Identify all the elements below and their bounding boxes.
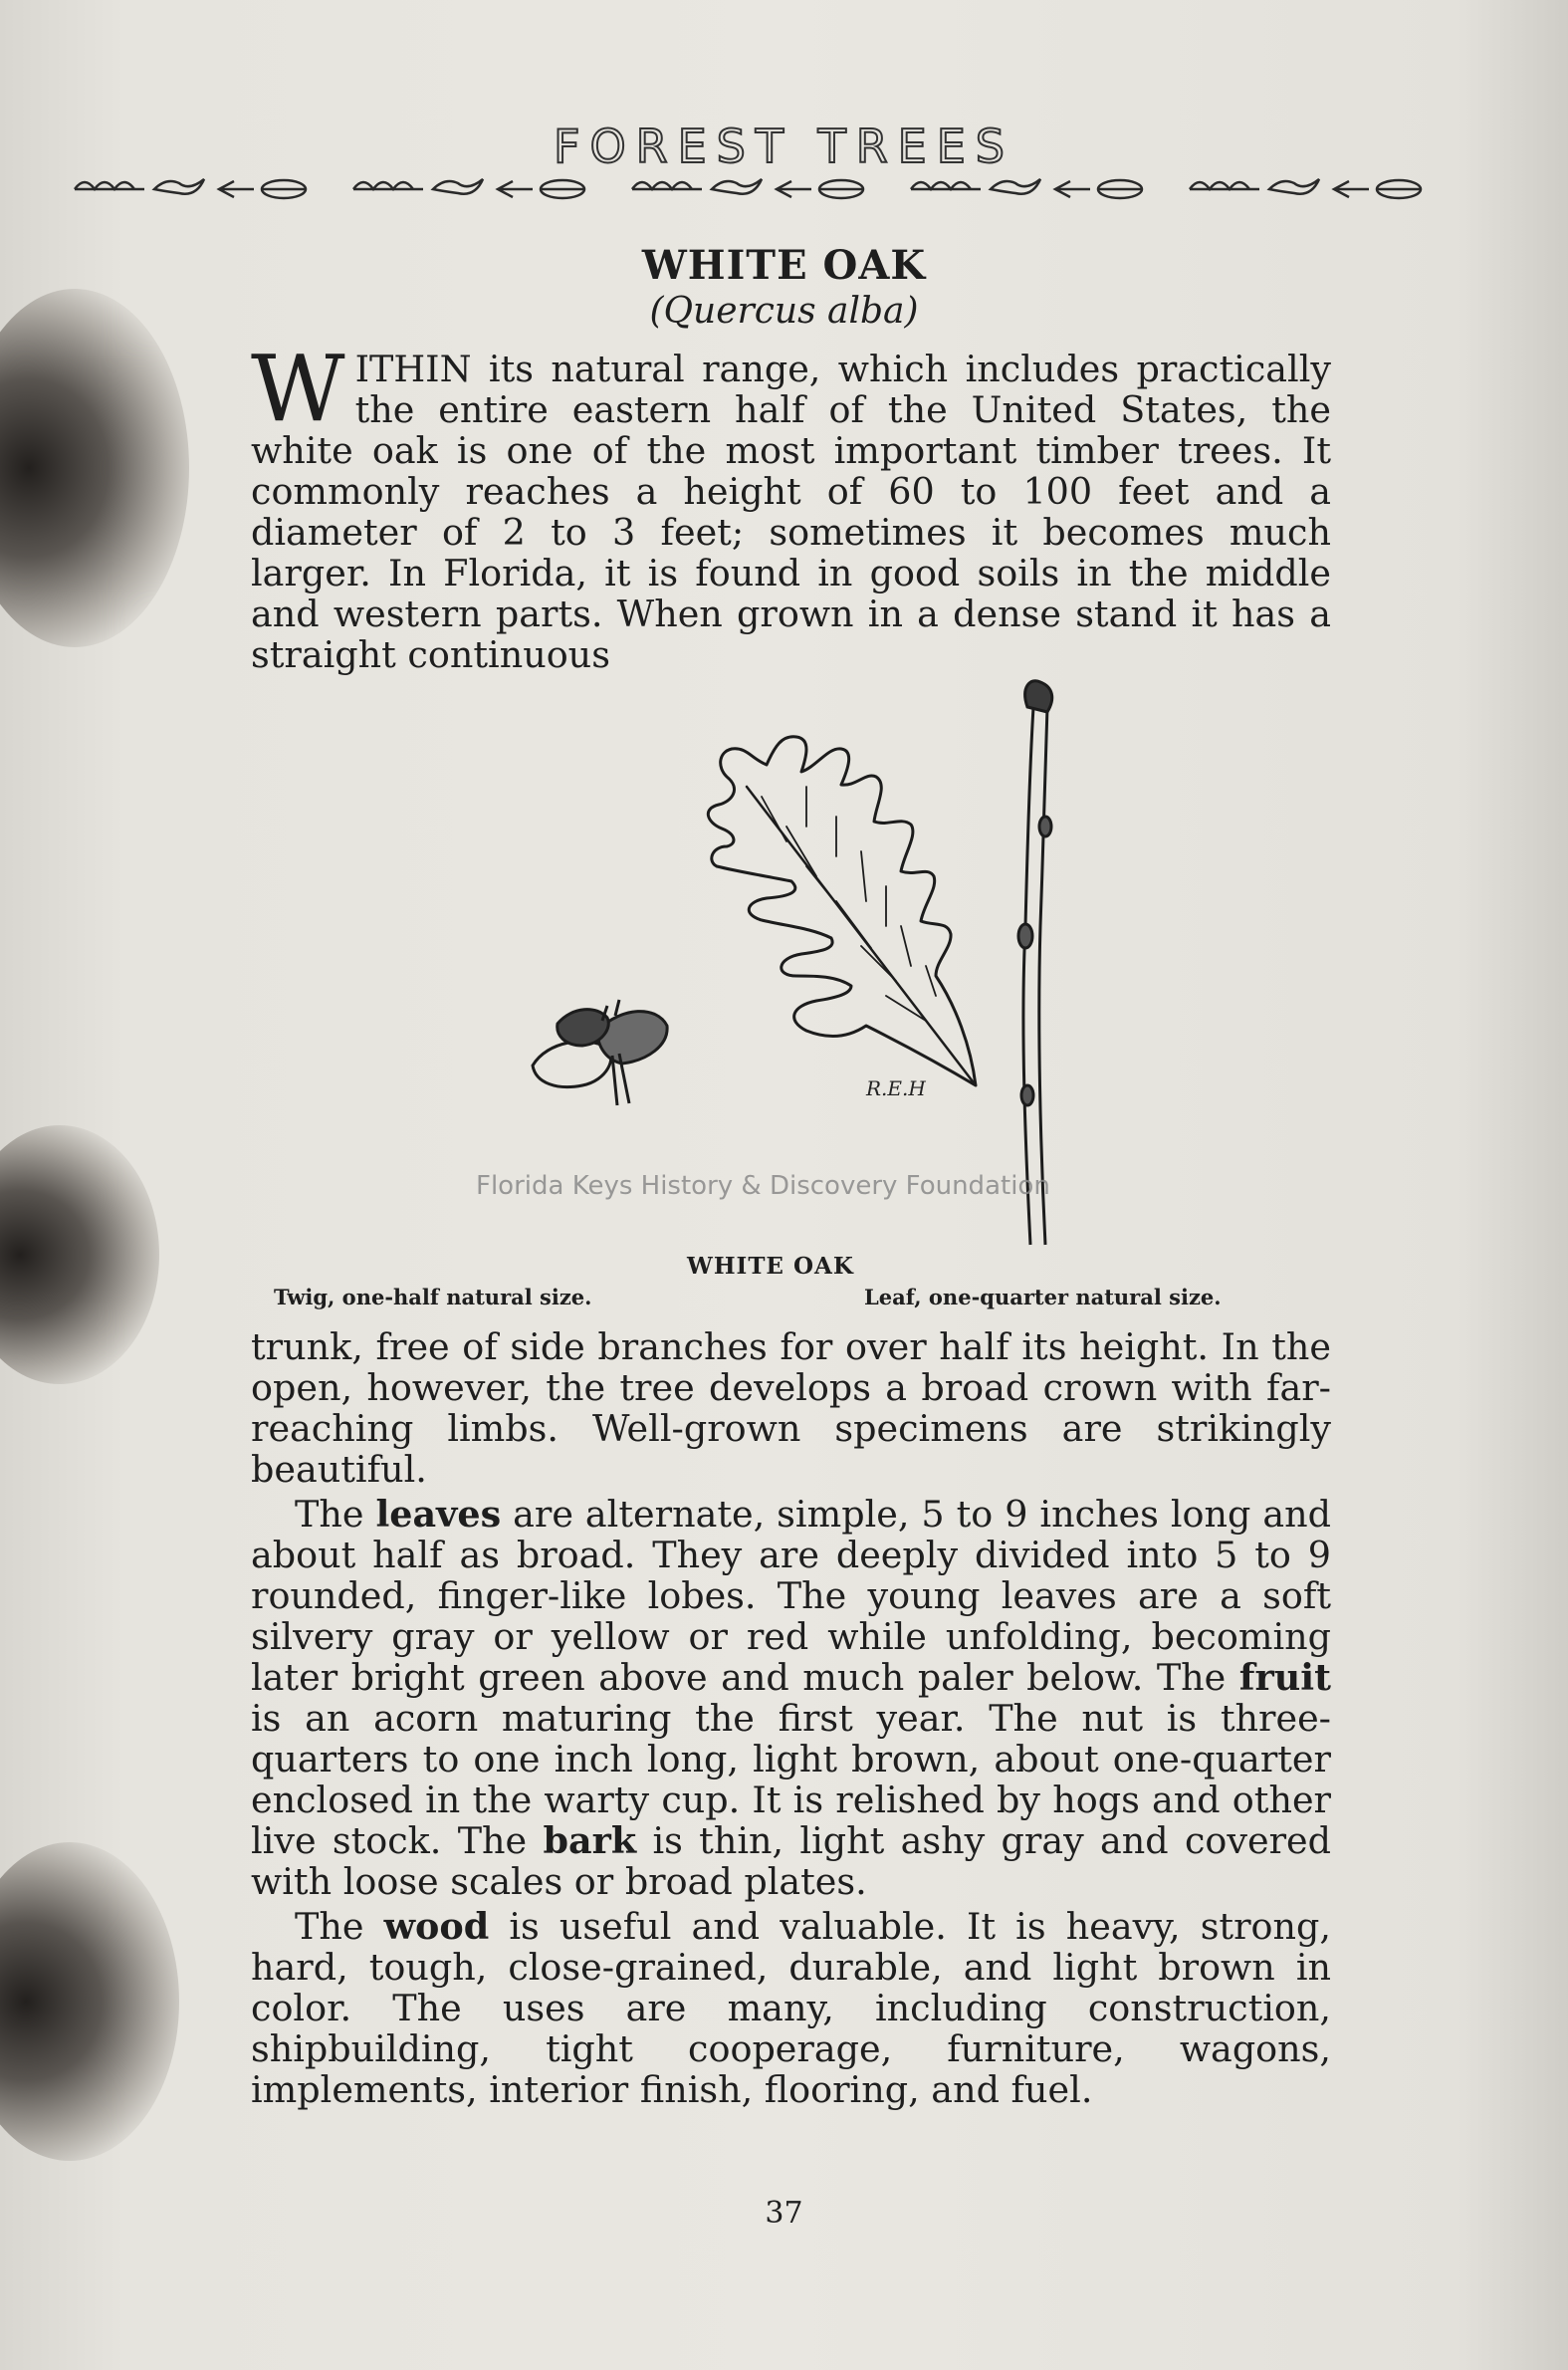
artist-initials: R.E.H [866,1076,926,1100]
acorn-icon [533,1000,667,1105]
page-number: 37 [765,2196,803,2231]
intro-paragraph [251,336,1331,676]
figure-title: WHITE OAK [687,1253,854,1280]
white-oak-illustration [458,677,1115,1255]
ornament-border [70,171,1543,207]
leaf-icon [708,737,976,1085]
intro-text: ITHIN its natural range, which includes practically the entire eastern half of the United States, the white oak is one of the most important timber trees. It commonly reaches a height of 60 to 100 feet and a diameter of 2 to 3 feet; sometimes it becomes much larger. In Florida, it is found in good soils in the middle and western parts. When grown in a dense stand it has a straight continuous [251,348,1331,676]
caption-leaf: Leaf, one-quarter natural size. [864,1285,1222,1309]
term-fruit: fruit [1238,1656,1331,1699]
drop-cap: W [251,336,345,442]
term-wood: wood [383,1905,490,1948]
term-bark: bark [543,1819,637,1862]
wood-paragraph: The wood is useful and valuable. It is heavy, strong, hard, tough, close-grained, durable, and light brown in color. The uses are many, including construction, shipbuilding, tight cooperage, furniture, wagons, implements, interior finish, flooring, and fuel. [251,1905,1331,2111]
running-head: FOREST TREES [553,119,1014,173]
latin-name: (Quercus alba) [649,291,919,332]
watermark: Florida Keys History & Discovery Foundation [476,1171,1050,1201]
intro-continuation: trunk, free of side branches for over half its height. In the open, however, the tree develops a broad crown with far-reaching limbs. Well-grown specimens are strikingly beautiful. [251,1325,1331,1491]
burn-mark-top [0,289,189,647]
twig-icon [1018,681,1052,1245]
burn-mark-bottom [0,1842,179,2161]
burn-mark-middle [0,1125,159,1384]
term-leaves: leaves [375,1493,502,1536]
caption-twig: Twig, one-half natural size. [274,1285,592,1309]
article-title: WHITE OAK [641,242,927,289]
leaves-paragraph: The leaves are alternate, simple, 5 to 9 inches long and about half as broad. They are deeply divided into 5 to 9 rounded, finger-like lobes. The young leaves are a soft silvery gray or yellow or red while unfolding, becoming later bright green above and much paler below. The fruit is an acorn maturing the first year. The nut is three-quarters to one inch long, light brown, about one-quarter enclosed in the warty cup. It is relished by hogs and other live stock. The bark is thin, light ashy gray and covered with loose scales or broad plates. [251,1493,1331,1903]
body-text [251,1326,1331,2110]
